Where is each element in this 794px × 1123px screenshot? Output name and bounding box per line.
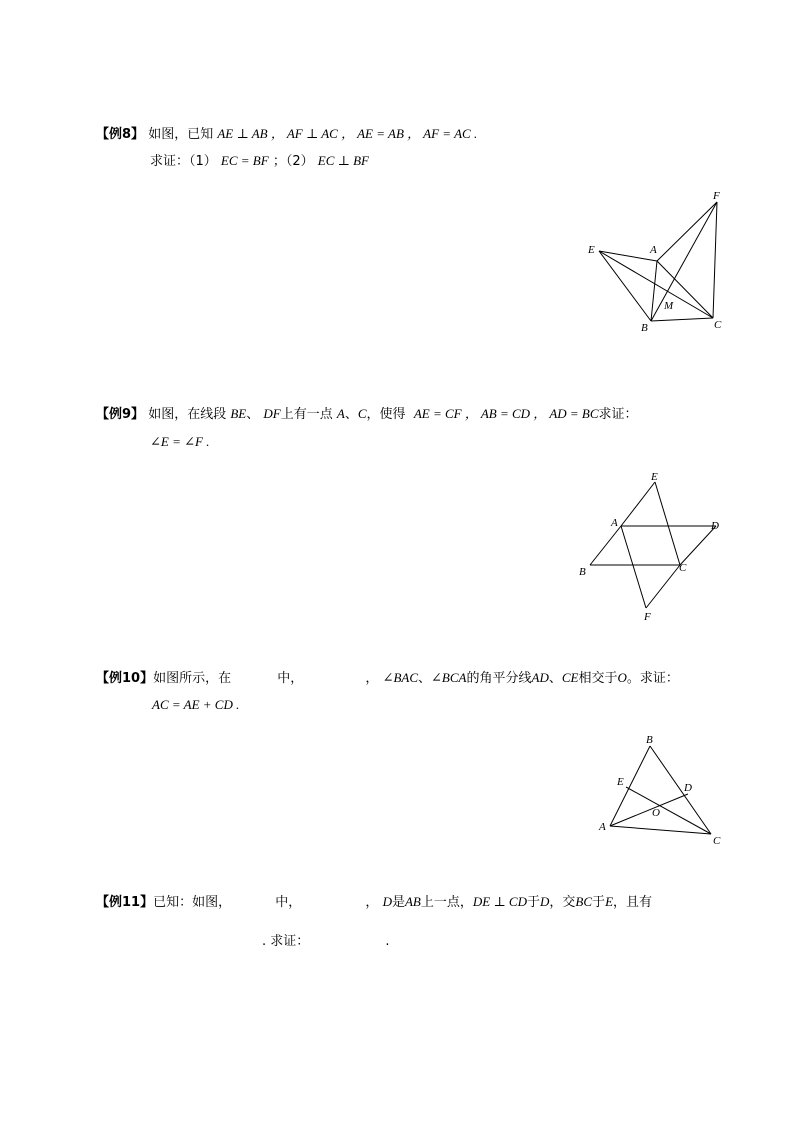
label-M: M bbox=[664, 300, 674, 312]
seg-ac bbox=[610, 826, 711, 834]
ex11-text-6: 于 bbox=[527, 895, 541, 910]
ex9-math-1: BE bbox=[230, 406, 247, 421]
ex9-text-1: 如图，在线段 bbox=[148, 407, 227, 422]
label-B: B bbox=[579, 566, 586, 578]
ex11-point-e: E bbox=[605, 894, 614, 909]
ex9-text-5: ，使得 bbox=[366, 407, 406, 422]
ex11-line2 bbox=[262, 934, 390, 950]
ex10-angle-bac: ∠BAC bbox=[382, 670, 419, 685]
ex10-text-6: 、 bbox=[548, 671, 562, 686]
ex10-text-1: 如图所示，在 bbox=[153, 671, 232, 686]
ex11-line1 bbox=[96, 894, 652, 911]
label-D: D bbox=[684, 782, 692, 794]
ex10-figure bbox=[592, 730, 732, 850]
seg-bf bbox=[651, 202, 717, 321]
ex9-line2 bbox=[150, 434, 209, 451]
ex11-text-9: ，且有 bbox=[613, 895, 653, 910]
ex8-line2 bbox=[150, 153, 369, 170]
ex11-text-8: 于 bbox=[592, 895, 606, 910]
label-F: F bbox=[644, 611, 651, 623]
ex10-tag: 【例10】 bbox=[96, 671, 154, 686]
ex10-text-5: 的角平分线 bbox=[466, 671, 532, 686]
ex8-claim-1: EC = BF bbox=[220, 153, 269, 168]
ex8-prove-1: 求证：（1） bbox=[150, 154, 217, 169]
label-C: C bbox=[679, 562, 687, 574]
ex10-text-2: 中， bbox=[277, 671, 304, 686]
ex11-text-7: ，交 bbox=[549, 895, 576, 910]
ex10-text-7: 相交于 bbox=[578, 671, 618, 686]
label-D: D bbox=[711, 520, 719, 532]
seg-ae bbox=[621, 482, 655, 526]
ex8-text: 如图，已知 bbox=[148, 127, 214, 142]
ex11-text-1: 已知：如图， bbox=[153, 895, 232, 910]
seg-bc bbox=[650, 746, 711, 834]
ex11-text-10: . 求证： bbox=[262, 934, 310, 949]
ex8-conditions: AE ⊥ AB ， AF ⊥ AC ， AE = AB ， AF = AC . bbox=[217, 126, 478, 141]
ex10-text-8: 。求证： bbox=[626, 671, 679, 686]
ex11-perp: DE ⊥ CD bbox=[472, 894, 527, 909]
seg-ec bbox=[655, 482, 680, 565]
ex9-text-3: 上有一点 bbox=[280, 407, 333, 422]
label-F: F bbox=[713, 190, 720, 202]
ex8-tag: 【例8】 bbox=[96, 127, 145, 142]
label-A: A bbox=[611, 517, 618, 529]
ex10-claim: AC = AE + CD . bbox=[152, 697, 240, 712]
label-E: E bbox=[651, 471, 658, 483]
ex9-text-6: 求证： bbox=[598, 407, 638, 422]
ex10-angle-bca: ∠BCA bbox=[431, 670, 467, 685]
ex11-seg-bc: BC bbox=[575, 894, 593, 909]
ex9-math-3: A bbox=[336, 406, 345, 421]
label-A: A bbox=[650, 244, 657, 256]
ex10-line2 bbox=[152, 697, 239, 714]
label-C: C bbox=[714, 319, 722, 331]
seg-ad bbox=[610, 794, 688, 826]
ex9-math-2: DF bbox=[263, 406, 281, 421]
ex11-text-4: 是 bbox=[391, 895, 405, 910]
ex10-seg-ce: CE bbox=[561, 670, 579, 685]
ex8-figure bbox=[580, 185, 740, 340]
ex11-text-3: ， bbox=[365, 895, 379, 910]
ex8-line1 bbox=[96, 126, 477, 143]
ex11-point-d: D bbox=[382, 894, 392, 909]
seg-af bbox=[621, 526, 646, 608]
ex8-claim-2: EC ⊥ BF bbox=[317, 153, 369, 168]
ex9-math-4: C bbox=[357, 406, 367, 421]
ex10-line1 bbox=[96, 670, 679, 687]
label-E: E bbox=[588, 244, 595, 256]
ex11-text-11: . bbox=[385, 934, 390, 949]
seg-ab bbox=[610, 746, 650, 826]
seg-af bbox=[657, 202, 717, 261]
seg-eb bbox=[599, 251, 651, 321]
label-C: C bbox=[713, 835, 721, 847]
ex8-prove-2: ；（2） bbox=[272, 154, 314, 169]
ex10-seg-ad: AD bbox=[531, 670, 549, 685]
ex9-tag: 【例9】 bbox=[96, 407, 145, 422]
seg-cf bbox=[713, 202, 717, 318]
ex9-conditions: AE = CF ， AB = CD ， AD = BC bbox=[413, 406, 599, 421]
ex9-figure bbox=[575, 465, 735, 625]
ex11-seg-ab: AB bbox=[404, 894, 421, 909]
ex10-point-o: O bbox=[617, 670, 627, 685]
label-E: E bbox=[617, 776, 624, 788]
ex9-claim: ∠E = ∠F . bbox=[150, 434, 210, 449]
ex10-text-3: ， bbox=[365, 671, 379, 686]
seg-bc bbox=[651, 318, 713, 321]
ex9-text-2: 、 bbox=[246, 407, 260, 422]
label-B: B bbox=[646, 734, 653, 746]
ex11-text-2: 中， bbox=[275, 895, 302, 910]
seg-ab bbox=[590, 526, 621, 565]
label-O: O bbox=[652, 807, 660, 819]
label-A: A bbox=[599, 821, 606, 833]
ex10-text-4: 、 bbox=[418, 671, 432, 686]
seg-ce bbox=[626, 787, 711, 834]
seg-fc bbox=[646, 565, 680, 608]
ex11-tag: 【例11】 bbox=[96, 895, 154, 910]
ex11-point-d2: D bbox=[540, 894, 550, 909]
ex9-line1 bbox=[96, 406, 638, 423]
ex9-text-4: 、 bbox=[344, 407, 358, 422]
ex11-text-5: 上一点， bbox=[420, 895, 473, 910]
label-B: B bbox=[641, 322, 648, 334]
